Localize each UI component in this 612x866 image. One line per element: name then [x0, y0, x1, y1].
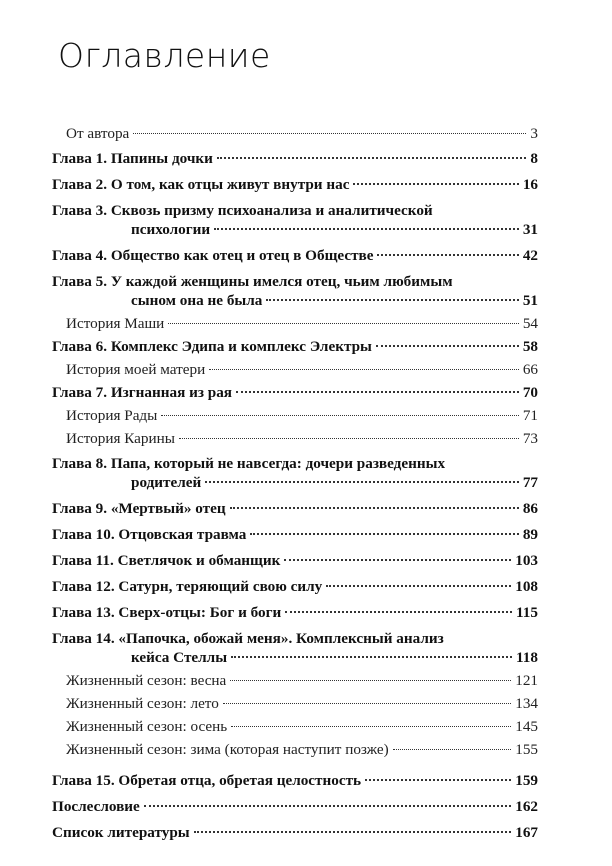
toc-page-number: 77: [522, 474, 538, 491]
toc-entry-title: Глава 11. Светлячок и обманщик: [52, 552, 281, 569]
dot-leader: [250, 533, 518, 535]
dot-leader: [376, 345, 519, 347]
toc-page-number: 159: [515, 772, 538, 789]
toc-page-number: 31: [522, 221, 538, 238]
toc-entry-chapter-9[interactable]: [52, 499, 538, 518]
dot-leader: [230, 507, 519, 509]
toc-page-number: 89: [522, 526, 538, 543]
toc-entry-chapter-8[interactable]: [52, 454, 538, 492]
toc-entry-title: Жизненный сезон: весна: [66, 672, 227, 689]
dot-leader: [214, 228, 519, 230]
dot-leader: [194, 831, 512, 833]
toc-entry-title-continued: родителей: [131, 474, 202, 491]
dot-leader: [377, 254, 518, 256]
toc-entry-story-rada[interactable]: [52, 406, 538, 425]
dot-leader: [168, 323, 519, 324]
dot-leader: [133, 133, 526, 134]
toc-page-number: 155: [515, 741, 538, 758]
toc-entry-chapter-10[interactable]: [52, 525, 538, 544]
toc-entry-chapter-6[interactable]: [52, 337, 538, 356]
toc-entry-title: Послесловие: [52, 798, 140, 815]
toc-page-number: 70: [522, 384, 538, 401]
toc-page-number: 8: [530, 150, 538, 167]
dot-leader: [365, 779, 511, 781]
toc-entry-title: От автора: [66, 125, 130, 142]
toc-entry-title: Глава 15. Обретая отца, обретая целостность: [52, 772, 362, 789]
dot-leader: [205, 481, 519, 483]
toc-entry-chapter-13[interactable]: [52, 603, 538, 622]
toc-entry-title: Глава 13. Сверх-отцы: Бог и боги: [52, 604, 282, 621]
toc-page-number: 145: [515, 718, 538, 735]
toc-entry-title: Глава 14. «Папочка, обожай меня». Комплексный анализ: [52, 630, 444, 647]
dot-leader: [326, 585, 511, 587]
toc-page-number: 3: [530, 125, 538, 142]
toc-entry-chapter-11[interactable]: [52, 551, 538, 570]
toc-entry-chapter-15[interactable]: [52, 771, 538, 790]
toc-entry-title: Глава 8. Папа, который не навсегда: дочери разведенных: [52, 455, 446, 472]
toc-entry-chapter-4[interactable]: [52, 246, 538, 265]
toc-page-number: 86: [522, 500, 538, 517]
toc-page-number: 134: [515, 695, 538, 712]
toc-page-number: 121: [515, 672, 538, 689]
toc-entry-title: Жизненный сезон: лето: [66, 695, 219, 712]
toc-page-number: 108: [515, 578, 538, 595]
toc-entry-bibliography[interactable]: [52, 823, 538, 842]
dot-leader: [179, 438, 519, 439]
toc-entry-title: Глава 2. О том, как отцы живут внутри нас: [52, 176, 350, 193]
dot-leader: [236, 391, 519, 393]
toc-page-number: 115: [516, 604, 538, 621]
toc-entry-from-author[interactable]: [52, 124, 538, 143]
toc-entry-afterword[interactable]: [52, 797, 538, 816]
toc-entry-chapter-12[interactable]: [52, 577, 538, 596]
toc-entry-season-spring[interactable]: [52, 671, 538, 690]
toc-page-number: 118: [516, 649, 538, 666]
toc-entry-season-summer[interactable]: [52, 694, 538, 713]
toc-page-number: 66: [522, 361, 538, 378]
toc-entry-title: Список литературы: [52, 824, 190, 841]
toc-page-number: 51: [522, 292, 538, 309]
toc-page-number: 73: [522, 430, 538, 447]
toc-entry-title: История Рады: [66, 407, 158, 424]
toc-entry-season-autumn[interactable]: [52, 717, 538, 736]
dot-leader: [285, 611, 512, 613]
toc-entry-chapter-5[interactable]: [52, 272, 538, 310]
toc-entry-title: Глава 5. У каждой женщины имелся отец, чьим любимым: [52, 273, 453, 290]
toc-entry-title: Жизненный сезон: зима (которая наступит позже): [66, 741, 389, 758]
toc-entry-title-continued: сыном она не была: [131, 292, 263, 309]
toc-entry-title: Глава 1. Папины дочки: [52, 150, 213, 167]
toc-entry-title-continued: кейса Стеллы: [131, 649, 228, 666]
dot-leader: [353, 183, 518, 185]
toc-entry-title: Глава 6. Комплекс Эдипа и комплекс Электры: [52, 338, 372, 355]
dot-leader: [284, 559, 511, 561]
toc-entry-title: История Карины: [66, 430, 175, 447]
toc-entry-chapter-3[interactable]: [52, 201, 538, 239]
dot-leader: [393, 749, 511, 750]
dot-leader: [231, 726, 511, 727]
toc-entry-chapter-2[interactable]: [52, 175, 538, 194]
toc-entry-title-continued: психологии: [131, 221, 211, 238]
dot-leader: [266, 299, 518, 301]
toc-page-number: 58: [522, 338, 538, 355]
toc-entry-season-winter[interactable]: [52, 740, 538, 759]
toc-entry-title: Глава 3. Сквозь призму психоанализа и аналитической: [52, 202, 433, 219]
dot-leader: [217, 157, 527, 159]
toc-entry-title: История моей матери: [66, 361, 206, 378]
toc-entry-title: История Маши: [66, 315, 165, 332]
toc-page-number: 42: [522, 247, 538, 264]
toc-entry-title: Глава 4. Общество как отец и отец в Обществе: [52, 247, 374, 264]
toc-page-number: 167: [515, 824, 538, 841]
toc-entry-story-karina[interactable]: [52, 429, 538, 448]
dot-leader: [144, 805, 511, 807]
toc-entry-story-mother[interactable]: [52, 360, 538, 379]
toc-page-number: 16: [522, 176, 538, 193]
dot-leader: [230, 680, 511, 681]
toc-entry-title: Глава 7. Изгнанная из рая: [52, 384, 233, 401]
toc-entry-title: Глава 10. Отцовская травма: [52, 526, 247, 543]
toc-page-number: 71: [522, 407, 538, 424]
toc-entry-chapter-7[interactable]: [52, 383, 538, 402]
toc-entry-story-masha[interactable]: [52, 314, 538, 333]
toc-entry-title: Глава 9. «Мертвый» отец: [52, 500, 226, 517]
dot-leader: [223, 703, 511, 704]
toc-entry-title: Глава 12. Сатурн, теряющий свою силу: [52, 578, 323, 595]
dot-leader: [161, 415, 518, 416]
dot-leader: [231, 656, 512, 658]
toc-entry-chapter-14[interactable]: [52, 629, 538, 667]
table-of-contents: [52, 124, 538, 849]
toc-page-number: 54: [522, 315, 538, 332]
toc-page-number: 103: [515, 552, 538, 569]
toc-entry-chapter-1[interactable]: [52, 149, 538, 168]
toc-entry-title: Жизненный сезон: осень: [66, 718, 228, 735]
page-title: Оглавление: [58, 36, 271, 75]
toc-page-number: 162: [515, 798, 538, 815]
dot-leader: [209, 369, 519, 370]
